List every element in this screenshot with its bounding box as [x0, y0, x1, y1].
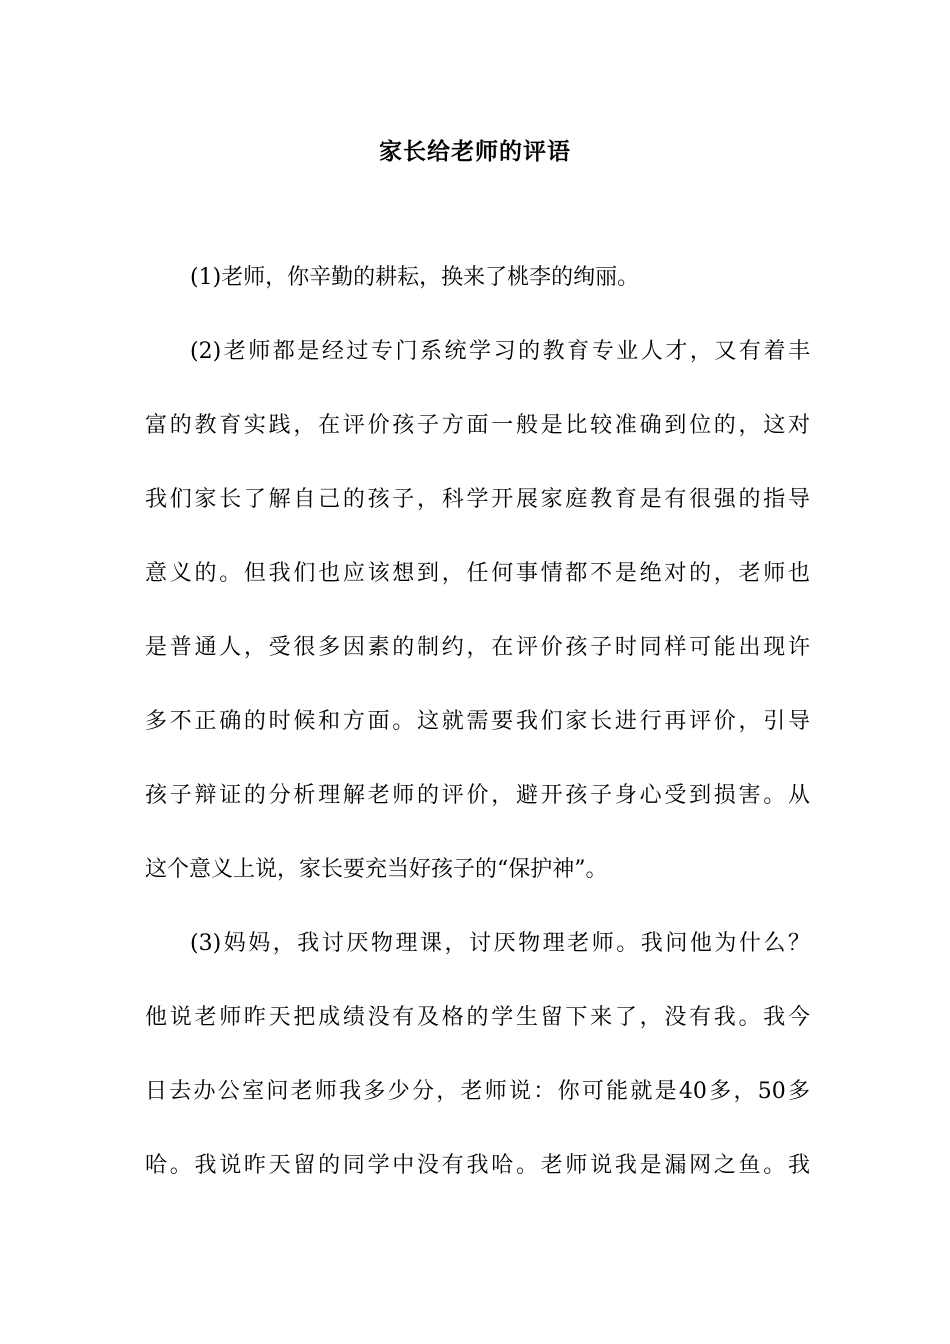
paragraph-2-line: 意义的。但我们也应该想到，任何事情都不是绝对的，老师也 [145, 561, 810, 586]
paragraph-2-line: (2)老师都是经过专门系统学习的教育专业人才，又有着丰 [190, 339, 810, 364]
paragraph-2-line: 这个意义上说，家长要充当好孩子的“保护神”。 [145, 857, 608, 882]
paragraph-2-line: 孩子辩证的分析理解老师的评价，避开孩子身心受到损害。从 [145, 783, 810, 808]
paragraph-2-line: 多不正确的时候和方面。这就需要我们家长进行再评价，引导 [145, 709, 810, 734]
paragraph-3-line: 日去办公室问老师我多少分，老师说：你可能就是40多，50多 [145, 1079, 810, 1104]
page-title: 家长给老师的评语 [379, 138, 571, 165]
paragraph-3-line: (3)妈妈，我讨厌物理课，讨厌物理老师。我问他为什么？ [190, 931, 810, 956]
paragraph-2-line: 是普通人，受很多因素的制约，在评价孩子时同样可能出现许 [145, 635, 810, 660]
paragraph-2-line: 富的教育实践，在评价孩子方面一般是比较准确到位的，这对 [145, 413, 810, 438]
paragraph-3-line: 他说老师昨天把成绩没有及格的学生留下来了，没有我。我今 [145, 1005, 810, 1030]
paragraph-2-line: 我们家长了解自己的孩子，科学开展家庭教育是有很强的指导 [145, 487, 810, 512]
paragraph-3-line: 哈。我说昨天留的同学中没有我哈。老师说我是漏网之鱼。我 [145, 1153, 810, 1178]
paragraph-1-line: (1)老师，你辛勤的耕耘，换来了桃李的绚丽。 [190, 265, 640, 290]
